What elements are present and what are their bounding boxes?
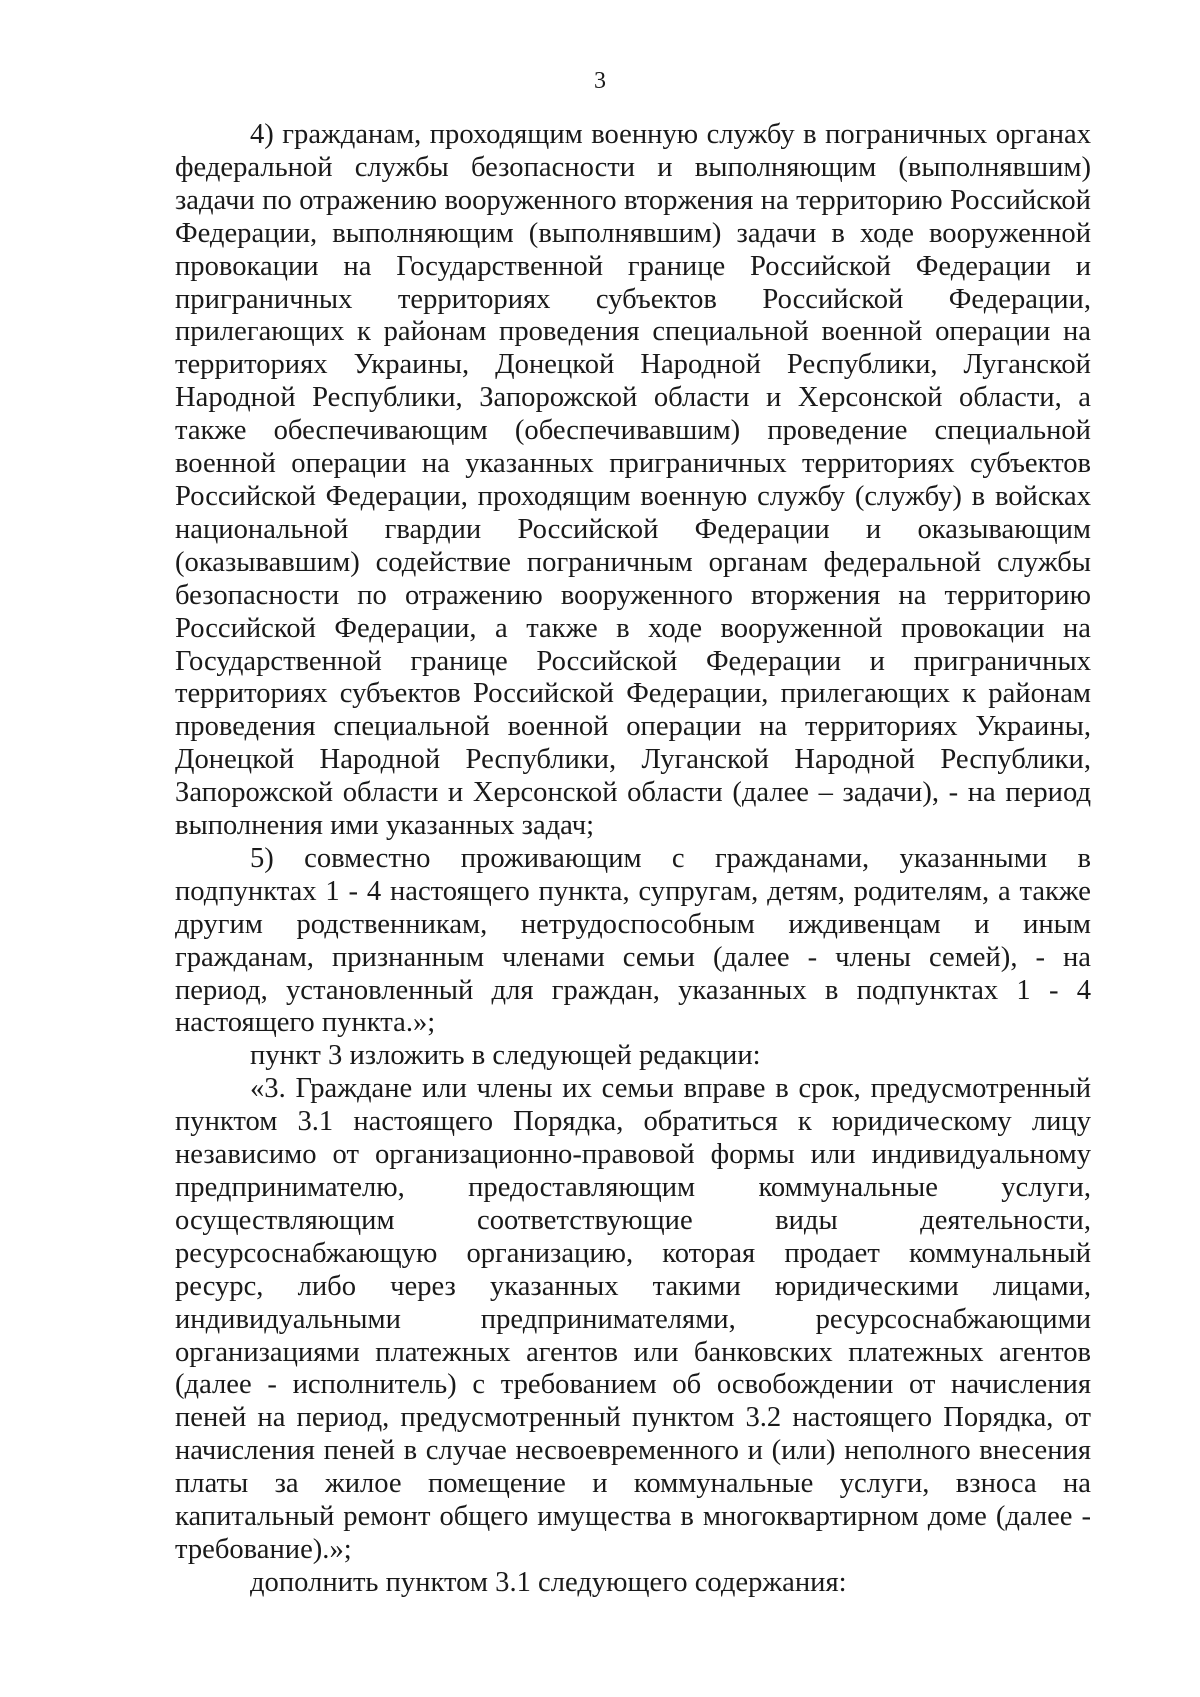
document-body <box>175 119 1091 1600</box>
paragraph-subitem-4: 4) гражданам, проходящим военную службу в пограничных органах федеральной службы безопасности и выполняющим (выполнявшим) задачи по отражению вооруженного вторжения на территорию Российской Федерации, выполняющим (выполнявшим) задачи в ходе вооруженной провокации на Государственной границе Российской Федерации и приграничных территориях субъектов Российской Федерации, прилегающих к районам проведения специальной военной операции на территориях Украины, Донецкой Народной Республики, Луганской Народной Республики, Запорожской области и Херсонской области, а также обеспечивающим (обеспечивавшим) проведение специальной военной операции на указанных приграничных территориях субъектов Российской Федерации, проходящим военную службу (службу) в войсках национальной гвардии Российской Федерации и оказывающим (оказывавшим) содействие пограничным органам федеральной службы безопасности по отражению вооруженного вторжения на территорию Российской Федерации, а также в ходе вооруженной провокации на Государственной границе Российской Федерации и приграничных территориях субъектов Российской Федерации, прилегающих к районам проведения специальной военной операции на территориях Украины, Донецкой Народной Республики, Луганской Народной Республики, Запорожской области и Херсонской области (далее – задачи), - на период выполнения ими указанных задач; <box>175 119 1091 842</box>
paragraph-add-item-3-1: дополнить пунктом 3.1 следующего содержания: <box>250 1566 847 1598</box>
paragraph-amend-item-3: пункт 3 изложить в следующей редакции: <box>250 1040 761 1072</box>
page-number: 3 <box>594 68 606 94</box>
paragraph-item-3-text: «3. Граждане или члены их семьи вправе в срок, предусмотренный пунктом 3.1 настоящего Порядка, обратиться к юридическому лицу независимо от организационно-правовой формы или индивидуальному предпринимателю, предоставляющим коммунальные услуги, осуществляющим соответствующие виды деятельности, ресурсоснабжающую организацию, которая продает коммунальный ресурс, либо через указанных такими юридическими лицами, индивидуальными предпринимателями, ресурсоснабжающими организациями платежных агентов или банковских платежных агентов (далее - исполнитель) с требованием об освобождении от начисления пеней на период, предусмотренный пунктом 3.2 настоящего Порядка, от начисления пеней в случае несвоевременного и (или) неполного внесения платы за жилое помещение и коммунальные услуги, взноса на капитальный ремонт общего имущества в многоквартирном доме (далее - требование).»; <box>175 1073 1091 1565</box>
paragraph-subitem-5: 5) совместно проживающим с гражданами, указанными в подпунктах 1 - 4 настоящего пункта, супругам, детям, родителям, а также другим родственникам, нетрудоспособным иждивенцам и иным гражданам, признанным членами семьи (далее - члены семей), - на период, установленный для граждан, указанных в подпунктах 1 - 4 настоящего пункта.»; <box>175 842 1091 1039</box>
